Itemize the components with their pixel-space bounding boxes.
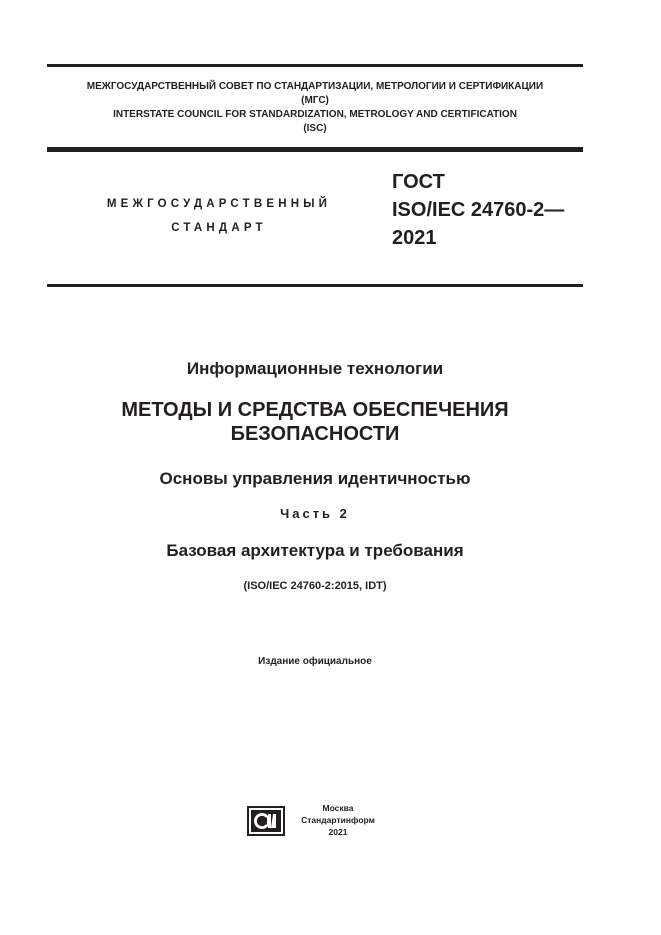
- edition-note: Издание официальное: [258, 656, 372, 667]
- part-number: Часть 2: [280, 506, 350, 521]
- council-header: [47, 80, 583, 136]
- main-title-line2: БЕЗОПАСНОСТИ: [230, 423, 400, 445]
- publisher-block: [247, 800, 407, 850]
- designation-line1: ГОСТ: [392, 171, 445, 193]
- standartinform-logo-icon: [247, 806, 285, 836]
- standard-kind-line2: СТАНДАРТ: [171, 222, 267, 234]
- publisher-text: [293, 802, 383, 838]
- iso-reference: (ISO/IEC 24760-2:2015, IDT): [243, 580, 387, 592]
- subtitle: Основы управления идентичностью: [159, 469, 471, 488]
- top-rule: [47, 64, 583, 67]
- standard-kind: [60, 192, 378, 240]
- subject-area: Информационные технологии: [186, 359, 444, 378]
- main-title-line1: МЕТОДЫ И СРЕДСТВА ОБЕСПЕЧЕНИЯ: [121, 399, 509, 421]
- part-title: Базовая архитектура и требования: [166, 541, 464, 560]
- standard-designation: [392, 168, 564, 252]
- designation-rule: [47, 284, 583, 287]
- publisher-city: Москва: [322, 803, 354, 813]
- publisher-name: Стандартинформ: [301, 815, 375, 825]
- main-title: [47, 398, 583, 446]
- council-ru-abbr: (МГС): [301, 95, 329, 106]
- publisher-year: 2021: [328, 827, 348, 837]
- header-rule: [47, 147, 583, 152]
- designation-line2: ISO/IEC 24760-2—: [392, 199, 565, 221]
- council-ru-name: МЕЖГОСУДАРСТВЕННЫЙ СОВЕТ ПО СТАНДАРТИЗАЦИИ, МЕТРОЛОГИИ И СЕРТИФИКАЦИИ: [86, 81, 544, 92]
- standard-kind-line1: МЕЖГОСУДАРСТВЕННЫЙ: [106, 198, 332, 210]
- council-en-abbr: (ISC): [303, 123, 327, 134]
- council-en-name: INTERSTATE COUNCIL FOR STANDARDIZATION, METROLOGY AND CERTIFICATION: [113, 109, 517, 120]
- designation-line3: 2021: [392, 227, 437, 249]
